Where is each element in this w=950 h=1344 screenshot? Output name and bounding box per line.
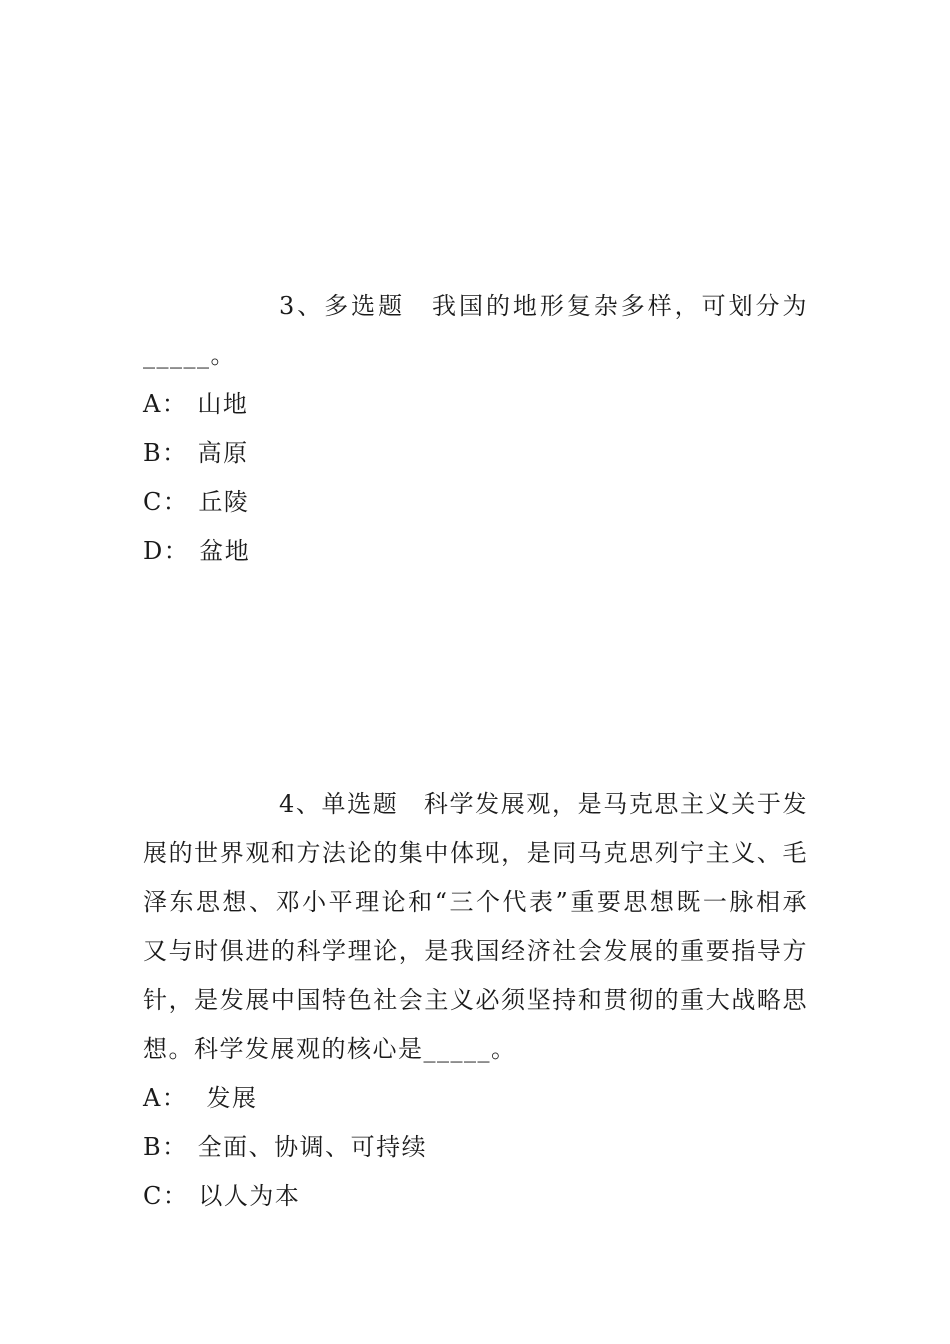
option-text: 全面、协调、可持续 bbox=[197, 1133, 428, 1161]
option-b bbox=[143, 1123, 808, 1172]
option-text: 以人为本 bbox=[198, 1182, 301, 1210]
option-c bbox=[143, 478, 808, 527]
option-text: 丘陵 bbox=[198, 488, 250, 516]
option-text: 高原 bbox=[197, 439, 249, 467]
option-letter: C： bbox=[143, 1182, 189, 1210]
question-stem: 4、单选题 科学发展观，是马克思主义关于发展的世界观和方法论的集中体现，是同马克思列宁主义、毛泽东思想、邓小平理论和“三个代表”重要思想既一脉相承又与时俱进的科学理论，是我国经济社会发展的重要指导方针，是发展中国特色社会主义必须坚持和贯彻的重大战略思想。科学发展观的核心是_____。 bbox=[143, 790, 808, 1063]
option-letter: D： bbox=[143, 537, 190, 565]
option-letter: A： bbox=[143, 390, 188, 418]
option-letter: A： bbox=[143, 1084, 188, 1112]
option-text: 盆地 bbox=[199, 537, 251, 565]
option-d bbox=[143, 527, 808, 576]
option-letter: B： bbox=[143, 1133, 188, 1161]
question-3 bbox=[143, 282, 808, 576]
option-letter: C： bbox=[143, 488, 189, 516]
question-4 bbox=[143, 780, 808, 1221]
option-a bbox=[143, 1074, 808, 1123]
option-c bbox=[143, 1172, 808, 1221]
option-text: 山地 bbox=[197, 390, 249, 418]
option-b bbox=[143, 429, 808, 478]
option-text: 发展 bbox=[197, 1084, 258, 1112]
option-letter: B： bbox=[143, 439, 188, 467]
option-a bbox=[143, 380, 808, 429]
question-stem: 3、多选题 我国的地形复杂多样，可划分为_____。 bbox=[143, 292, 808, 369]
